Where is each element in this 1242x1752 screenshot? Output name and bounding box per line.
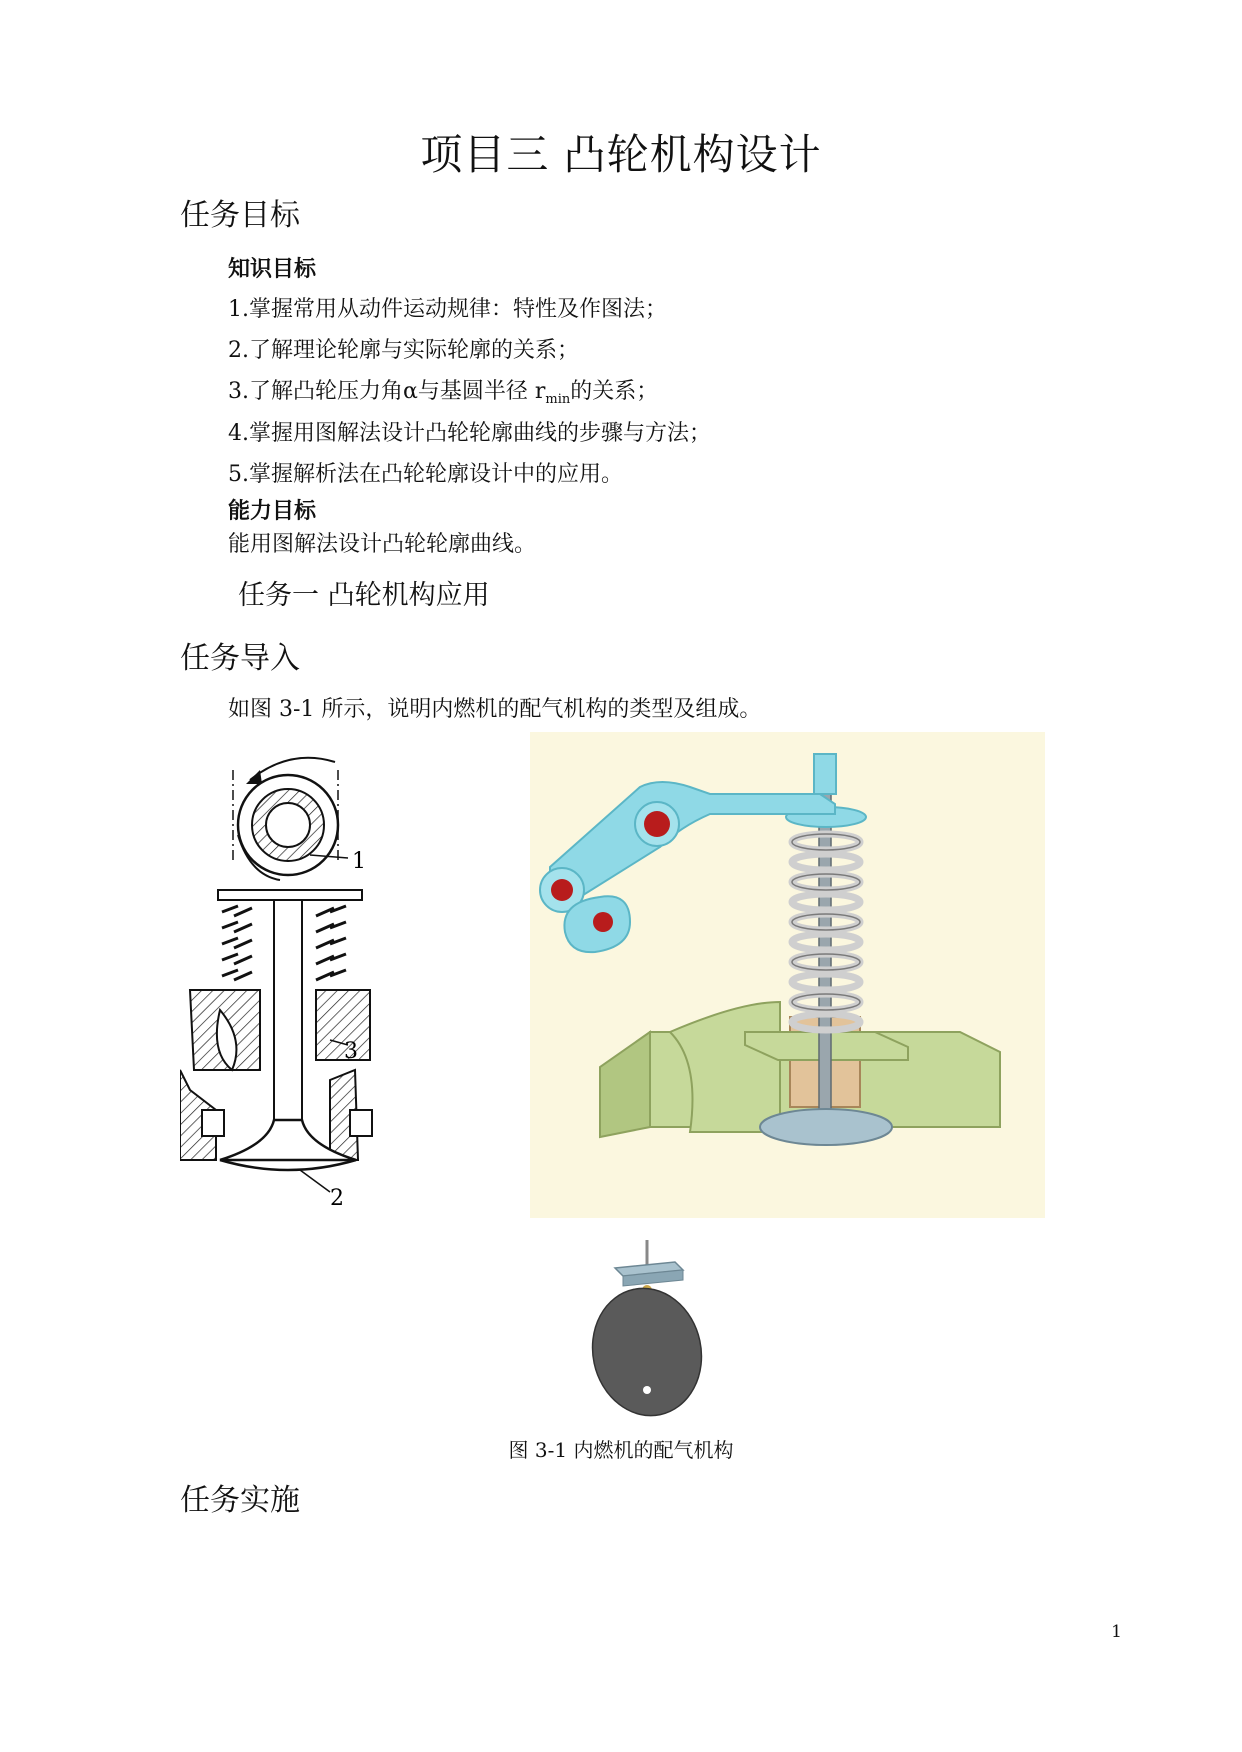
section-heading-implement: 任务实施: [180, 1483, 300, 1518]
ability-goals-heading: 能力目标: [228, 499, 317, 524]
knowledge-item-4: 4.掌握用图解法设计凸轮轮廓曲线的步骤与方法；: [228, 421, 711, 446]
knowledge-item-3-text: 3.了解凸轮压力角α与基圆半径: [228, 379, 528, 404]
valve-3d-model-image: [530, 732, 1045, 1218]
knowledge-item-3-tail: 的关系；: [570, 379, 659, 404]
disc-cam: [585, 1278, 705, 1420]
cam-shaft-pin: [593, 912, 613, 932]
valve-cross-section-drawing: [180, 740, 420, 1210]
figure-caption: 图 3-1 内燃机的配气机构: [508, 1438, 734, 1462]
disc-cam-image: [585, 1240, 705, 1420]
roller-pin: [551, 879, 573, 901]
radius-symbol: r: [534, 379, 546, 404]
knowledge-item-5: 5.掌握解析法在凸轮轮廓设计中的应用。: [228, 462, 623, 487]
section-heading-goals: 任务目标: [180, 198, 300, 233]
label-cam-1: 1: [352, 849, 366, 874]
label-guide-3: 3: [344, 1039, 358, 1064]
page-number: 1: [1111, 1622, 1122, 1642]
knowledge-goals-heading: 知识目标: [228, 257, 317, 282]
page-title: 项目三 凸轮机构设计: [420, 130, 822, 179]
section-heading-intro: 任务导入: [180, 641, 300, 676]
rocker-pivot-pin: [644, 811, 670, 837]
knowledge-item-2: 2.了解理论轮廓与实际轮廓的关系；: [228, 338, 579, 363]
ability-text: 能用图解法设计凸轮轮廓曲线。: [228, 532, 537, 557]
valve-disc: [760, 1109, 892, 1145]
task1-heading: 任务一 凸轮机构应用: [238, 580, 490, 611]
label-valve-2: 2: [330, 1186, 344, 1210]
radius-subscript: min: [545, 392, 571, 407]
knowledge-item-3: [228, 374, 658, 407]
knowledge-item-1: 1.掌握常用从动件运动规律：特性及作图法；: [228, 297, 667, 322]
intro-text: 如图 3-1 所示，说明内燃机的配气机构的类型及组成。: [228, 697, 762, 722]
